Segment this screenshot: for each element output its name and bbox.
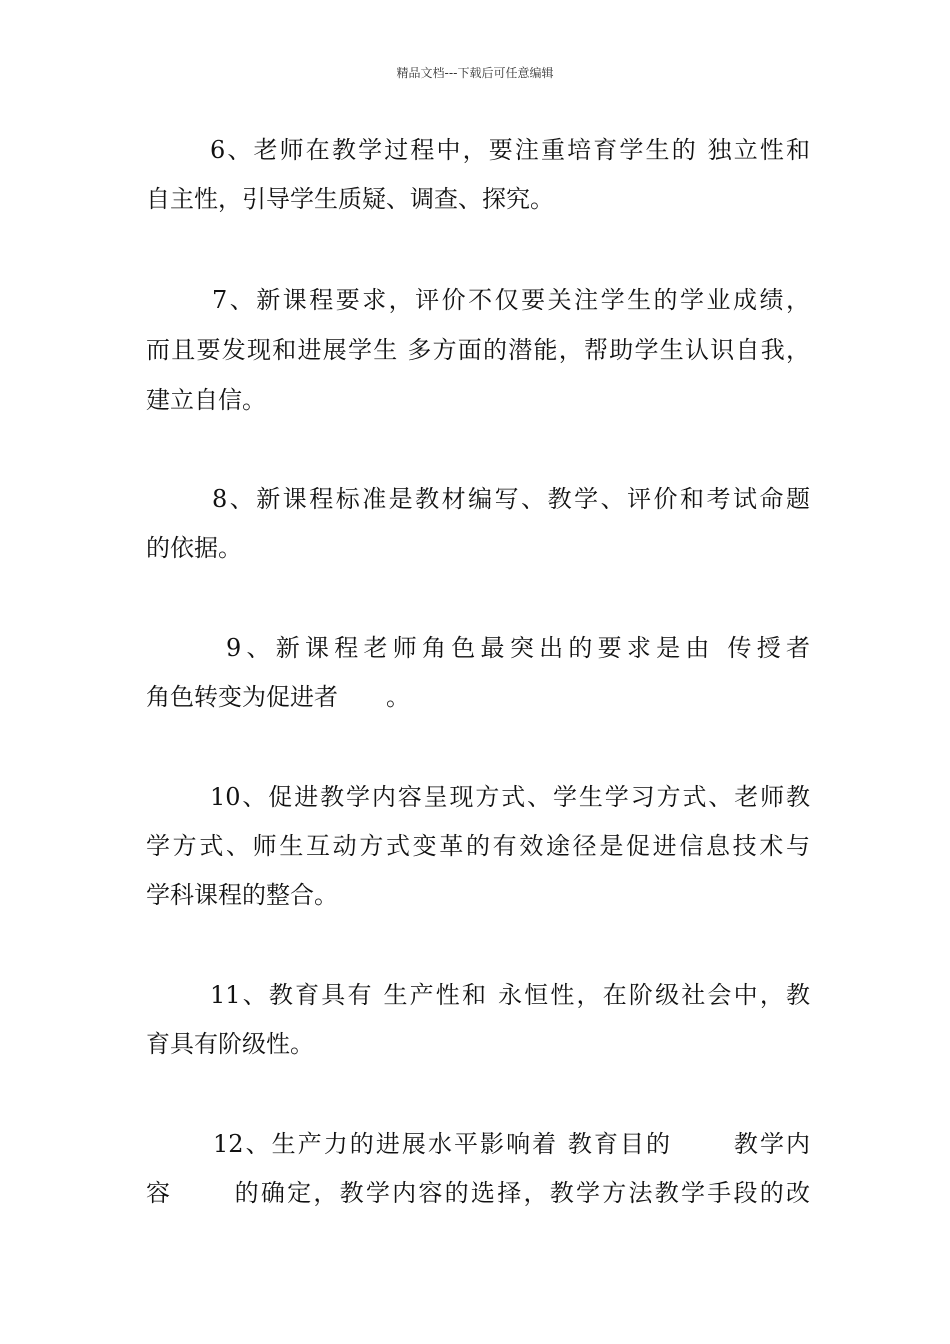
paragraph-8-line-1: 8、新课程标准是教材编写、教学、评价和考试命题 [212,485,810,513]
paragraph-9-line-2: 角色转变为促进者 。 [146,683,410,711]
paragraph-10-line-2: 学方式、师生互动方式变革的有效途径是促进信息技术与 [146,832,810,860]
paragraph-7-line-3: 建立自信。 [146,386,266,414]
paragraph-6-line-2: 自主性，引导学生质疑、调查、探究。 [146,185,554,213]
page-header: 精品文档---下载后可任意编辑 [396,66,554,80]
paragraph-9-line-1: 9、新课程老师角色最突出的要求是由 传授者 [226,634,810,662]
paragraph-6-line-1: 6、老师在教学过程中，要注重培育学生的 独立性和 [210,136,810,164]
paragraph-8-line-2: 的依据。 [146,534,242,562]
paragraph-7-line-2: 而且要发现和进展学生 多方面的潜能，帮助学生认识自我， [146,336,810,364]
paragraph-10-line-3: 学科课程的整合。 [146,881,338,909]
paragraph-11-line-2: 育具有阶级性。 [146,1030,314,1058]
paragraph-12-line-1: 12、生产力的进展水平影响着 教育目的 教学内 [213,1130,810,1158]
paragraph-11-line-1: 11、教育具有 生产性和 永恒性，在阶级社会中，教 [210,981,810,1009]
paragraph-10-line-1: 10、促进教学内容呈现方式、学生学习方式、老师教 [210,783,810,811]
paragraph-7-line-1: 7、新课程要求，评价不仅要关注学生的学业成绩， [212,286,810,314]
paragraph-12-line-2: 容 的确定，教学内容的选择，教学方法教学手段的改 [146,1179,810,1207]
